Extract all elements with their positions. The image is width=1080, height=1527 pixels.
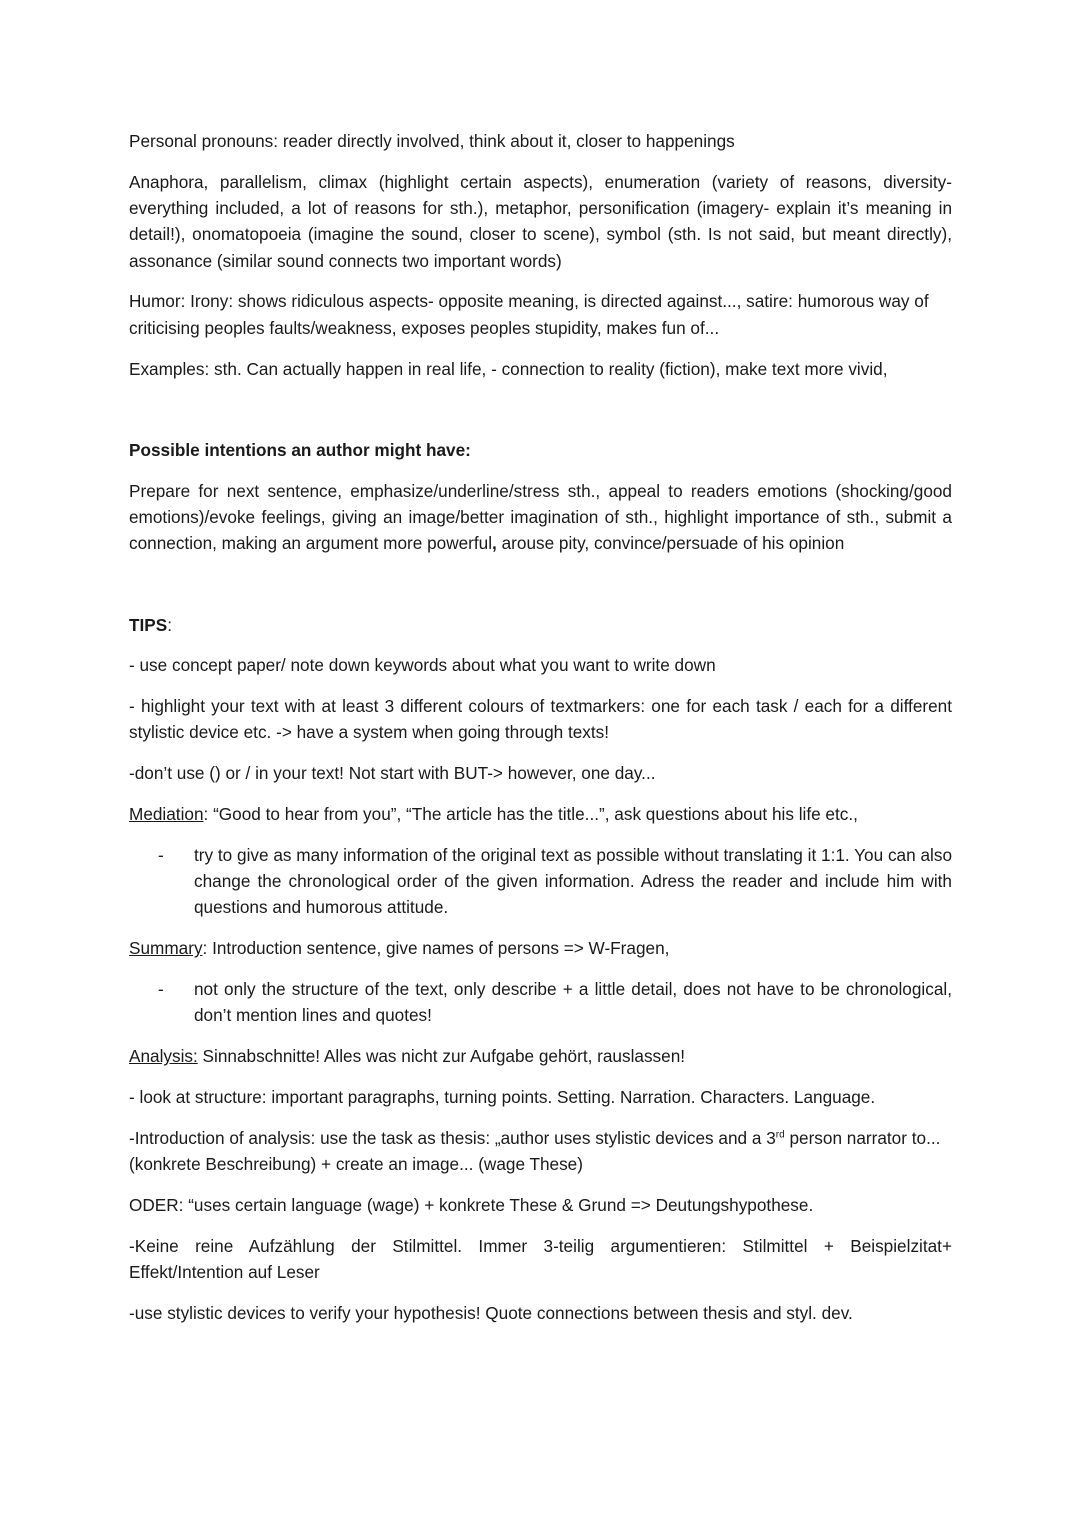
analysis-introduction: [129, 1125, 952, 1178]
mediation-bullet: [129, 842, 952, 921]
summary-label: Summary: [129, 938, 203, 959]
keine-line: -Keine reine Aufzählung der Stilmittel. Immer 3-teilig argumentieren: Stilmittel + Beispielzitat+ Effekt/Intention auf Leser: [129, 1235, 952, 1282]
document-body: [129, 128, 952, 1326]
summary-bullet-text: not only the structure of the text, only describe + a little detail, does not have to be chronological, don’t mention lines and quotes!: [194, 979, 952, 1026]
superscript-rd: rd: [775, 1128, 785, 1140]
analysis-line: [129, 1043, 952, 1069]
mediation-line: [129, 801, 952, 827]
analysis-text: Sinnabschnitte! Alles was nicht zur Aufgabe gehört, rauslassen!: [197, 1046, 686, 1067]
analysis-label: Analysis:: [129, 1046, 198, 1067]
intentions-heading: Possible intentions an author might have:: [129, 439, 471, 460]
summary-bullet: [129, 976, 952, 1029]
structure-line: - look at structure: important paragraphs, turning points. Setting. Narration. Characters. Language.: [129, 1086, 876, 1107]
tips-heading: [129, 612, 952, 638]
oder-line: ODER: “uses certain language (wage) + konkrete These & Grund => Deutungshypothese.: [129, 1194, 814, 1215]
intentions-text-a: Prepare for next sentence, emphasize/underline/stress sth., appeal to readers emotions (shocking/good emotions)/evoke feelings, giving an image/better imagination of sth., highlight importance of sth., submit a connection, making an argument more powerful: [129, 480, 952, 554]
dash-marker: -: [158, 844, 164, 865]
dash-marker: -: [158, 979, 164, 1000]
mediation-text: : “Good to hear from you”, “The article has the title...”, ask questions about his life etc.,: [203, 804, 858, 825]
tips-heading-colon: :: [167, 614, 172, 635]
humor-paragraph: Humor: Irony: shows ridiculous aspects- opposite meaning, is directed against..., satire: humorous way of criticising peoples faults/weakness, exposes peoples stupidity, makes fun of...: [129, 291, 929, 338]
mediation-label: Mediation: [129, 804, 204, 825]
examples-paragraph: Examples: sth. Can actually happen in real life, - connection to reality (fiction), make text more vivid,: [129, 358, 888, 379]
stylistic-devices-paragraph: Anaphora, parallelism, climax (highlight certain aspects), enumeration (variety of reasons, diversity- everything included, a lot of reasons for sth.), metaphor, personification (imagery- explain it’s meaning in detail!), onomatopoeia (imagine the sound, closer to scene), symbol (sth. Is not said, but meant directly), assonance (similar sound connects two important words): [129, 171, 952, 271]
tip-highlight: - highlight your text with at least 3 different colours of textmarkers: one for each task / each for a different stylistic device etc. -> have a system when going through texts!: [129, 696, 952, 743]
tip-dont-use: -don’t use () or / in your text! Not start with BUT-> however, one day...: [129, 763, 656, 784]
intro-text-a: -Introduction of analysis: use the task as thesis: „author uses stylistic devices and a 3: [129, 1127, 776, 1148]
tip-concept-paper: - use concept paper/ note down keywords about what you want to write down: [129, 655, 716, 676]
personal-pronouns-paragraph: Personal pronouns: reader directly involved, think about it, closer to happenings: [129, 131, 735, 151]
mediation-bullet-text: try to give as many information of the original text as possible without translating it 1:1. You can also change the chronological order of the given information. Adress the reader and include him with questions and humorous attitude.: [194, 844, 952, 918]
summary-line: [129, 935, 952, 961]
summary-text: : Introduction sentence, give names of persons => W-Fragen,: [202, 938, 670, 959]
intro-text-b: person narrator to... (konkrete Beschreibung) + create an image... (wage These): [129, 1127, 941, 1175]
intentions-text-b: arouse pity, convince/persuade of his opinion: [496, 533, 845, 554]
tips-heading-label: TIPS: [129, 614, 168, 635]
intentions-paragraph: [129, 478, 952, 557]
intentions-bold-comma: ,: [492, 533, 497, 554]
verify-line: -use stylistic devices to verify your hypothesis! Quote connections between thesis and styl. dev.: [129, 1302, 853, 1323]
